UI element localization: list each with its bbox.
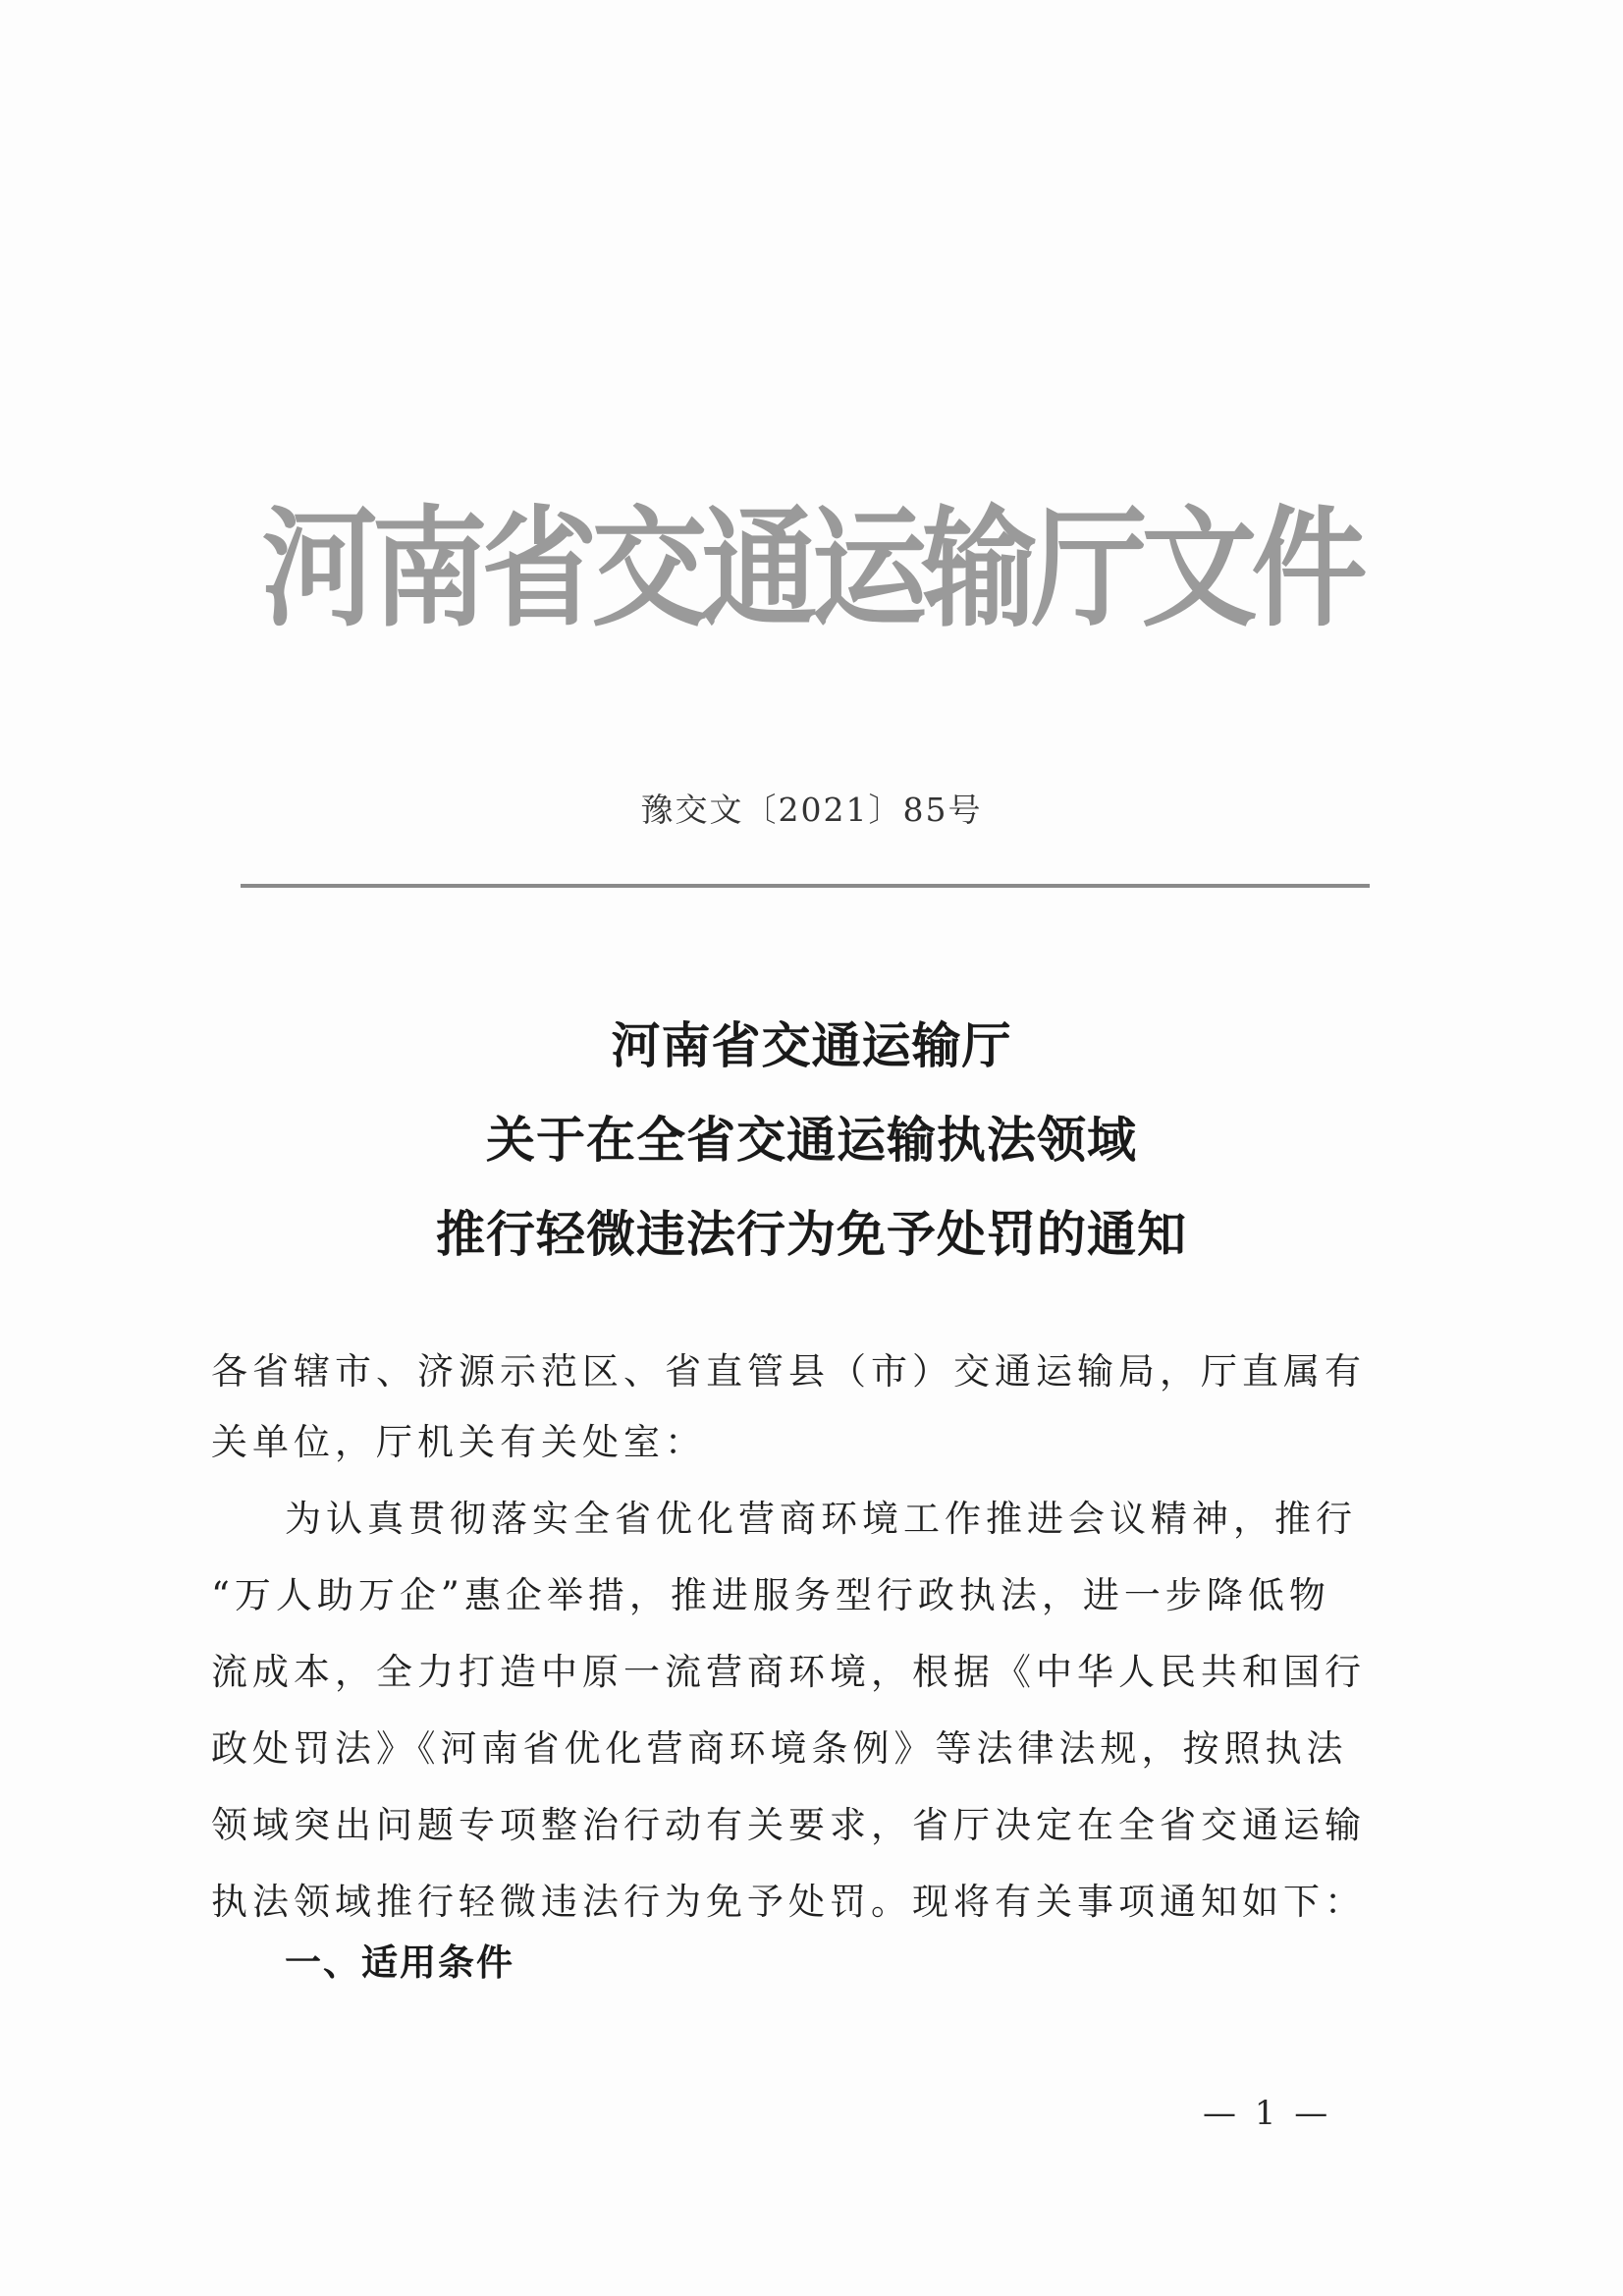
paragraph-line-5: 领域突出问题专项整治行动有关要求，省厅决定在全省交通运输 — [211, 1804, 1366, 1846]
document-number: 豫交文〔2021〕85号 — [640, 791, 983, 829]
document-masthead: 河南省交通运输厅文件 — [261, 492, 1362, 645]
paragraph-line-6: 执法领域推行轻微违法行为免予处罚。现将有关事项通知如下： — [211, 1881, 1366, 1923]
paragraph-line-1: 为认真贯彻落实全省优化营商环境工作推进会议精神，推行 — [285, 1498, 1357, 1540]
addressee-line-1: 各省辖市、济源示范区、省直管县（市）交通运输局，厅直属有 — [211, 1350, 1366, 1393]
paragraph-line-2: “万人助万企”惠企举措，推进服务型行政执法，进一步降低物 — [211, 1574, 1330, 1616]
masthead-divider — [241, 884, 1370, 888]
paragraph-line-4: 政处罚法》《河南省优化营商环境条例》等法律法规，按照执法 — [211, 1727, 1348, 1770]
title-line-1: 河南省交通运输厅 — [611, 1017, 1012, 1074]
addressee-line-2: 关单位，厅机关有关处室： — [211, 1421, 706, 1463]
page-number: — 1 — — [1203, 2094, 1332, 2133]
title-line-2: 关于在全省交通运输执法领域 — [486, 1112, 1137, 1169]
title-line-3: 推行轻微违法行为免予处罚的通知 — [436, 1206, 1187, 1263]
section-heading: 一、适用条件 — [285, 1941, 514, 1984]
paragraph-line-3: 流成本，全力打造中原一流营商环境，根据《中华人民共和国行 — [211, 1651, 1366, 1693]
